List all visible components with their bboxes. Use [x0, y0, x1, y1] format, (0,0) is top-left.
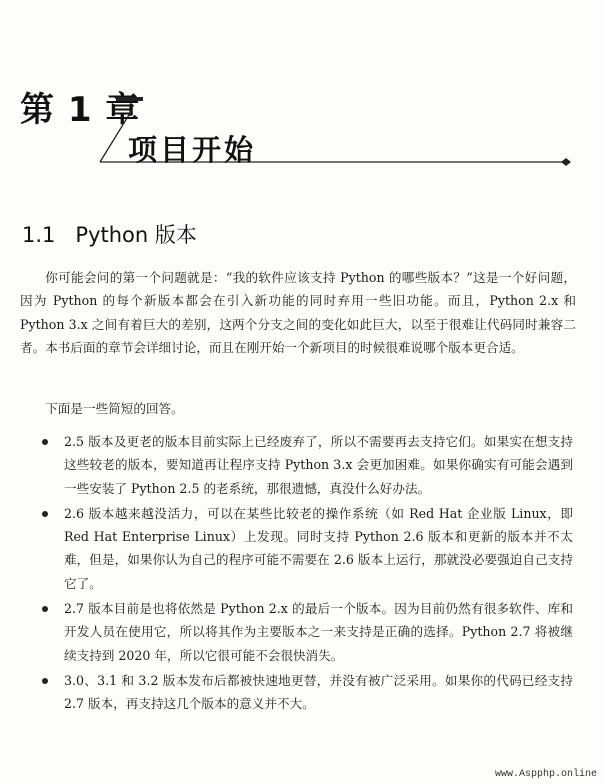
list-item-text: 2.6 版本越来越没活力，可以在某些比较老的操作系统（如 Red Hat 企业版 Linux，即 Red Hat Enterprise Linux）上发现。同时支持 Python 2.6 版本和更新的版本并不太难，但是，如果你认为自己的程序可能不需要在 2.6 版本上运行，那就没必要强迫自己支持它了。: [64, 505, 573, 591]
bullet-dot-icon: [42, 439, 48, 445]
list-item: [64, 597, 573, 667]
list-item: [64, 669, 573, 716]
section-title: Python 版本: [75, 223, 197, 247]
list-item: [64, 502, 573, 595]
list-item-text: 2.7 版本目前是也将依然是 Python 2.x 的最后一个版本。因为目前仍然有很多软件、库和开发人员在使用它，所以将其作为主要版本之一来支持是正确的选择。Python 2.7 将被继续支持到 2020 年，所以它很可能不会很快消失。: [64, 601, 573, 663]
section-number: 1.1: [22, 223, 56, 247]
bullet-dot-icon: [42, 606, 48, 612]
chapter-label: 第 1 章: [20, 90, 141, 130]
list-item: [64, 430, 573, 500]
watermark: www.Aspphp.online: [494, 769, 597, 780]
bullet-dot-icon: [42, 511, 48, 517]
list-item-text: 3.0、3.1 和 3.2 版本发布后都被快速地更替，并没有被广泛采用。如果你的代码已经支持 2.7 版本，再支持这几个版本的意义并不大。: [64, 672, 573, 712]
list-item-text: 2.5 版本及更老的版本目前实际上已经废弃了，所以不需要再去支持它们。如果实在想支持这些较老的版本，要知道再让程序支持 Python 3.x 会更加困难。如果你确实有可能会遇到一些安装了 Python 2.5 的老系统，那很遗憾，真没什么好办法。: [64, 434, 573, 496]
lead-in-paragraph: 下面是一些简短的回答。: [45, 401, 184, 416]
section-heading: [22, 219, 197, 249]
version-bullet-list: [0, 430, 603, 718]
chapter-decoration: [0, 0, 603, 200]
bullet-dot-icon: [42, 678, 48, 684]
intro-paragraph: 你可能会问的第一个问题就是：“我的软件应该支持 Python 的哪些版本？”这是一个好问题，因为 Python 的每个新版本都会在引入新功能的同时弃用一些旧功能。而且，Python 2.x 和 Python 3.x 之间有着巨大的差别，这两个分支之间的变化如此巨大，以至于很难让代码同时兼容二者。本书后面的章节会详细讨论，而且在刚开始一个新项目的时候很难说哪个版本更合适。: [20, 270, 576, 355]
rule-end-diamond: [561, 158, 571, 166]
chapter-title: 项目开始: [128, 133, 257, 167]
